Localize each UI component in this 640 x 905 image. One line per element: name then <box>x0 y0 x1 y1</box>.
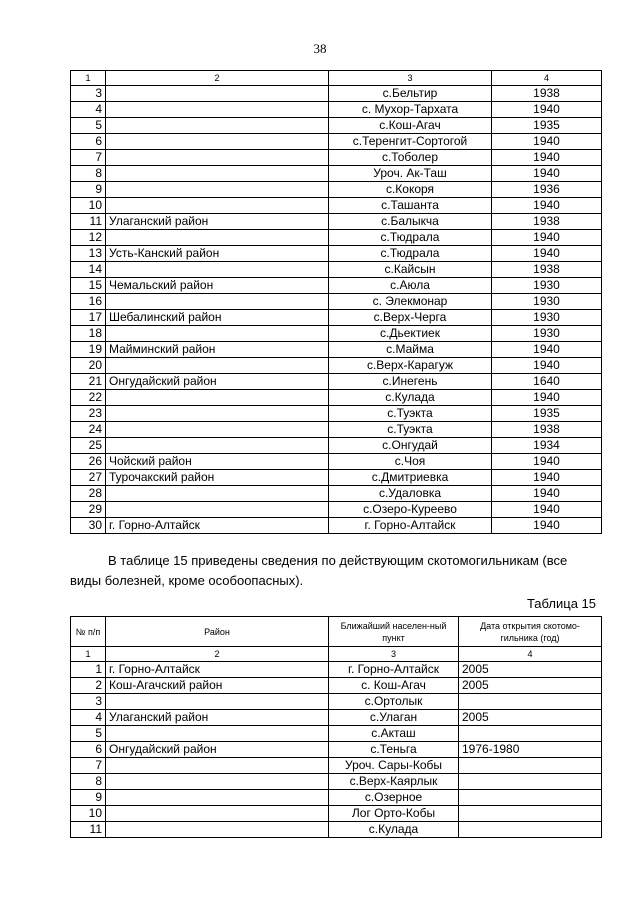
district-cell: Майминский район <box>106 342 329 358</box>
column-number-3: 3 <box>329 647 459 662</box>
settlement-cell: с.Озеро-Куреево <box>329 502 492 518</box>
year-cell: 1940 <box>492 230 602 246</box>
table-column-numbers <box>71 647 602 662</box>
district-cell: Чойский район <box>106 454 329 470</box>
row-number: 14 <box>71 262 106 278</box>
district-cell <box>106 774 329 790</box>
header-nearest-settlement: Ближайший населен-ный пункт <box>329 617 459 647</box>
district-cell: г. Горно-Алтайск <box>106 662 329 678</box>
settlement-cell: с.Кош-Агач <box>329 118 492 134</box>
district-cell <box>106 326 329 342</box>
table-row <box>71 502 602 518</box>
district-cell: г. Горно-Алтайск <box>106 518 329 534</box>
settlement-cell: с. Мухор-Тархата <box>329 102 492 118</box>
table-row <box>71 678 602 694</box>
settlement-cell: Уроч. Ак-Таш <box>329 166 492 182</box>
settlement-cell: с.Тюдрала <box>329 230 492 246</box>
settlement-cell: с.Дмитриевка <box>329 470 492 486</box>
district-cell <box>106 294 329 310</box>
row-number: 30 <box>71 518 106 534</box>
settlement-cell: с.Акташ <box>329 726 459 742</box>
settlement-cell: Уроч. Сары-Кобы <box>329 758 459 774</box>
district-cell <box>106 134 329 150</box>
district-cell <box>106 822 329 838</box>
table-row <box>71 166 602 182</box>
district-cell <box>106 806 329 822</box>
year-cell <box>459 790 602 806</box>
settlement-cell: с.Кайсын <box>329 262 492 278</box>
settlement-cell: с.Озерное <box>329 790 459 806</box>
year-cell: 1930 <box>492 310 602 326</box>
table-caption: Таблица 15 <box>526 596 596 611</box>
settlement-cell: с.Чоя <box>329 454 492 470</box>
table-row <box>71 518 602 534</box>
table-header-row <box>71 617 602 647</box>
settlement-cell: г. Горно-Алтайск <box>329 518 492 534</box>
table-row <box>71 438 602 454</box>
district-cell <box>106 198 329 214</box>
table-row <box>71 262 602 278</box>
year-cell: 1938 <box>492 214 602 230</box>
settlement-cell: с.Туэкта <box>329 406 492 422</box>
settlement-cell: с. Кош-Агач <box>329 678 459 694</box>
year-cell: 1940 <box>492 390 602 406</box>
year-cell: 1936 <box>492 182 602 198</box>
district-cell: Шебалинский район <box>106 310 329 326</box>
year-cell: 1938 <box>492 262 602 278</box>
table-row <box>71 150 602 166</box>
table-row <box>71 342 602 358</box>
row-number: 28 <box>71 486 106 502</box>
district-cell <box>106 390 329 406</box>
row-number: 4 <box>71 102 106 118</box>
row-number: 11 <box>71 214 106 230</box>
settlement-cell: г. Горно-Алтайск <box>329 662 459 678</box>
table-row <box>71 278 602 294</box>
row-number: 8 <box>71 166 106 182</box>
row-number: 9 <box>71 790 106 806</box>
row-number: 12 <box>71 230 106 246</box>
year-cell: 1940 <box>492 102 602 118</box>
row-number: 23 <box>71 406 106 422</box>
year-cell <box>459 694 602 710</box>
district-cell: Кош-Агачский район <box>106 678 329 694</box>
settlement-cell: с. Элекмонар <box>329 294 492 310</box>
settlement-cell: с.Тюдрала <box>329 246 492 262</box>
settlement-cell: с.Аюла <box>329 278 492 294</box>
settlement-cell: с.Верх-Каярлык <box>329 774 459 790</box>
settlement-cell: с.Дьектиек <box>329 326 492 342</box>
row-number: 4 <box>71 710 106 726</box>
year-cell <box>459 726 602 742</box>
column-number-3: 3 <box>329 71 492 86</box>
year-cell <box>459 758 602 774</box>
row-number: 3 <box>71 694 106 710</box>
year-cell: 1940 <box>492 486 602 502</box>
district-cell <box>106 758 329 774</box>
year-cell: 2005 <box>459 710 602 726</box>
row-number: 19 <box>71 342 106 358</box>
row-number: 20 <box>71 358 106 374</box>
table-row <box>71 806 602 822</box>
column-number-4: 4 <box>492 71 602 86</box>
year-cell: 1940 <box>492 342 602 358</box>
district-cell <box>106 502 329 518</box>
district-cell <box>106 422 329 438</box>
active-burial-sites-table <box>70 616 602 838</box>
year-cell: 1940 <box>492 166 602 182</box>
row-number: 11 <box>71 822 106 838</box>
year-cell: 1940 <box>492 150 602 166</box>
year-cell: 1940 <box>492 198 602 214</box>
year-cell: 1940 <box>492 502 602 518</box>
settlement-cell: с.Теньга <box>329 742 459 758</box>
settlement-cell: с.Тоболер <box>329 150 492 166</box>
row-number: 27 <box>71 470 106 486</box>
settlement-cell: с.Кулада <box>329 390 492 406</box>
table-row <box>71 470 602 486</box>
district-cell <box>106 150 329 166</box>
row-number: 29 <box>71 502 106 518</box>
row-number: 5 <box>71 726 106 742</box>
year-cell: 2005 <box>459 678 602 694</box>
table-row <box>71 230 602 246</box>
table-row <box>71 454 602 470</box>
district-cell: Чемальский район <box>106 278 329 294</box>
settlement-cell: с.Верх-Карагуж <box>329 358 492 374</box>
settlement-cell: с.Кулада <box>329 822 459 838</box>
settlement-cell: с.Кокоря <box>329 182 492 198</box>
table-row <box>71 214 602 230</box>
settlement-cell: с.Инегень <box>329 374 492 390</box>
column-number-4: 4 <box>459 647 602 662</box>
year-cell: 1934 <box>492 438 602 454</box>
settlement-cell: с.Бельтир <box>329 86 492 102</box>
district-cell: Улаганский район <box>106 710 329 726</box>
year-cell: 1930 <box>492 326 602 342</box>
column-number-2: 2 <box>106 647 329 662</box>
settlement-cell: с.Майма <box>329 342 492 358</box>
district-cell <box>106 102 329 118</box>
year-cell: 1940 <box>492 518 602 534</box>
year-cell: 1930 <box>492 278 602 294</box>
header-opening-date: Дата открытия скотомо-гильника (год) <box>459 617 602 647</box>
row-number: 6 <box>71 134 106 150</box>
year-cell <box>459 774 602 790</box>
table-row <box>71 294 602 310</box>
district-cell <box>106 790 329 806</box>
settlement-cell: с.Туэкта <box>329 422 492 438</box>
settlement-cell: с.Онгудай <box>329 438 492 454</box>
row-number: 26 <box>71 454 106 470</box>
table-row <box>71 182 602 198</box>
row-number: 7 <box>71 758 106 774</box>
district-cell <box>106 726 329 742</box>
row-number: 13 <box>71 246 106 262</box>
row-number: 2 <box>71 678 106 694</box>
table-row <box>71 822 602 838</box>
year-cell <box>459 806 602 822</box>
table-row <box>71 758 602 774</box>
settlement-cell: с.Балыкча <box>329 214 492 230</box>
table-row <box>71 662 602 678</box>
row-number: 6 <box>71 742 106 758</box>
settlement-cell: с.Ортолык <box>329 694 459 710</box>
row-number: 25 <box>71 438 106 454</box>
row-number: 10 <box>71 806 106 822</box>
body-paragraph: В таблице 15 приведены сведения по действующим скотомогильникам (все виды болезней, кроме особоопасных). <box>70 553 568 588</box>
page-number: 38 <box>313 41 327 56</box>
settlement-cell: Лог Орто-Кобы <box>329 806 459 822</box>
settlement-cell: с.Теренгит-Сортогой <box>329 134 492 150</box>
settlement-cell: с.Удаловка <box>329 486 492 502</box>
row-number: 16 <box>71 294 106 310</box>
table-row <box>71 326 602 342</box>
settlement-cell: с.Верх-Черга <box>329 310 492 326</box>
row-number: 9 <box>71 182 106 198</box>
year-cell: 1940 <box>492 470 602 486</box>
year-cell: 1935 <box>492 406 602 422</box>
table-row <box>71 774 602 790</box>
table-row <box>71 790 602 806</box>
year-cell: 1938 <box>492 86 602 102</box>
district-cell <box>106 694 329 710</box>
district-cell <box>106 166 329 182</box>
row-number: 3 <box>71 86 106 102</box>
district-cell <box>106 118 329 134</box>
burial-sites-table-continued <box>70 70 602 534</box>
table-row <box>71 710 602 726</box>
table-row <box>71 246 602 262</box>
year-cell: 1940 <box>492 454 602 470</box>
row-number: 5 <box>71 118 106 134</box>
row-number: 10 <box>71 198 106 214</box>
settlement-cell: с.Ташанта <box>329 198 492 214</box>
table-column-numbers <box>71 71 602 86</box>
table-row <box>71 694 602 710</box>
table-row <box>71 134 602 150</box>
table-row <box>71 118 602 134</box>
column-number-2: 2 <box>106 71 329 86</box>
column-number-1: 1 <box>71 647 106 662</box>
year-cell: 1940 <box>492 358 602 374</box>
row-number: 15 <box>71 278 106 294</box>
year-cell: 1940 <box>492 246 602 262</box>
header-number: № п/п <box>71 617 106 647</box>
table-row <box>71 390 602 406</box>
year-cell: 1938 <box>492 422 602 438</box>
row-number: 1 <box>71 662 106 678</box>
table-row <box>71 374 602 390</box>
table-row <box>71 358 602 374</box>
district-cell <box>106 230 329 246</box>
year-cell: 1930 <box>492 294 602 310</box>
district-cell <box>106 406 329 422</box>
district-cell <box>106 262 329 278</box>
table-row <box>71 486 602 502</box>
row-number: 8 <box>71 774 106 790</box>
header-district: Район <box>106 617 329 647</box>
table-row <box>71 422 602 438</box>
year-cell: 1940 <box>492 134 602 150</box>
table-row <box>71 726 602 742</box>
district-cell: Усть-Канский район <box>106 246 329 262</box>
row-number: 17 <box>71 310 106 326</box>
year-cell <box>459 822 602 838</box>
district-cell <box>106 486 329 502</box>
row-number: 22 <box>71 390 106 406</box>
table-row <box>71 310 602 326</box>
column-number-1: 1 <box>71 71 106 86</box>
table-row <box>71 198 602 214</box>
year-cell: 2005 <box>459 662 602 678</box>
district-cell <box>106 358 329 374</box>
district-cell: Турочакский район <box>106 470 329 486</box>
row-number: 18 <box>71 326 106 342</box>
table-row <box>71 742 602 758</box>
table-row <box>71 86 602 102</box>
district-cell <box>106 182 329 198</box>
district-cell: Онгудайский район <box>106 374 329 390</box>
district-cell: Улаганский район <box>106 214 329 230</box>
district-cell: Онгудайский район <box>106 742 329 758</box>
settlement-cell: с.Улаган <box>329 710 459 726</box>
year-cell: 1935 <box>492 118 602 134</box>
table-row <box>71 406 602 422</box>
row-number: 7 <box>71 150 106 166</box>
year-cell: 1640 <box>492 374 602 390</box>
row-number: 24 <box>71 422 106 438</box>
table-row <box>71 102 602 118</box>
district-cell <box>106 86 329 102</box>
year-cell: 1976-1980 <box>459 742 602 758</box>
district-cell <box>106 438 329 454</box>
row-number: 21 <box>71 374 106 390</box>
